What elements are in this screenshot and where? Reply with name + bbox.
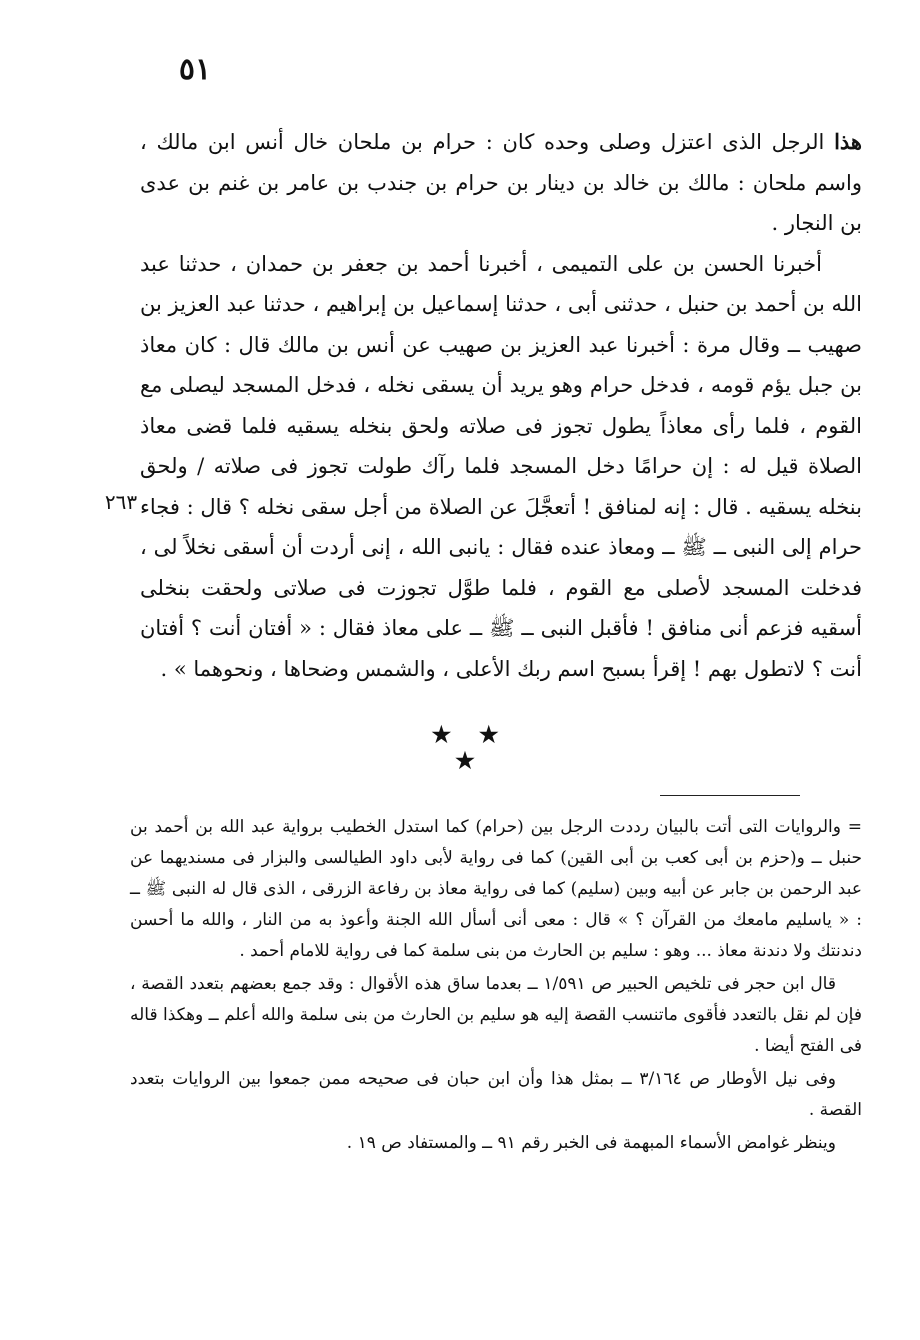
main-paragraph (140, 122, 862, 244)
paragraph-text: الرجل الذى اعتزل وصلى وحده كان : حرام بن ملحان خال أنس ابن مالك ، واسم ملحان : مالك بن خالد بن دينار بن حرام بن جندب بن عامر بن غنم بن عدى بن النجار . (140, 130, 862, 235)
footnotes-block (130, 812, 862, 1161)
footnote-divider (660, 795, 800, 796)
footnote-paragraph: = والروايات التى أتت بالبيان رددت الرجل بين (حرام) كما استدل الخطيب برواية عبد الله بن أحمد بن حنبل ــ و(حزم بن أبى كعب بن أبى القين) كما فى رواية لأبى داود الطيالسى والبزار فى مسنديهما عن عبد الرحمن بن جابر عن أبيه وبين (سليم) كما فى رواية معاذ بن رفاعة الزرقى ، الذى قال له النبى ﷺ ــ : « ياسليم مامعك من القرآن ؟ » قال : معى أنى أسأل الله الجنة وأعوذ به من النار ، والله ما أحسن دندنتك ولا دندنة معاذ ... وهو : سليم بن الحارث من بنى سلمة كما فى رواية للامام أحمد . (130, 817, 862, 961)
margin-page-reference: ٢٦٣ (104, 490, 138, 514)
footnote-paragraph: قال ابن حجر فى تلخيص الحبير ص ١/٥٩١ ــ بعدما ساق هذه الأقوال : وقد جمع بعضهم بتعدد القصة ، فإن لم نقل بالتعدد فأقوى ماتنسب القصة إليه هو سليم بن الحارث من بنى سلمة والله أعلم ــ وهكذا قاله فى الفتح أيضا . (130, 974, 862, 1056)
footnote-paragraph: وينظر غوامض الأسماء المبهمة فى الخبر رقم ٩١ ــ والمستفاد ص ١٩ . (346, 1133, 836, 1153)
main-text-block (140, 122, 862, 689)
footnote-paragraph: وفى نيل الأوطار ص ٣/١٦٤ ــ بمثل هذا وأن ابن حبان فى صحيحه ممن جمعوا بين الروايات بتعدد القصة . (130, 1069, 862, 1120)
page-number: ٥١ (178, 52, 212, 87)
section-separator: ★ ★ ★ (431, 722, 509, 774)
paragraph-lead-word: هذا (834, 129, 862, 154)
paragraph-text: أخبرنا الحسن بن على التميمى ، أخبرنا أحمد بن جعفر بن حمدان ، حدثنا عبد الله بن أحمد بن حنبل ، حدثنى أبى ، حدثنا إسماعيل بن إبراهيم ، حدثنا عبد العزيز بن صهيب ــ وقال مرة : أخبرنا عبد العزيز بن صهيب عن أنس بن مالك قال : كان معاذ بن جبل يؤم قومه ، فدخل حرام وهو يريد أن يسقى نخله ، فدخل المسجد ليصلى مع القوم ، فلما رأى معاذاً يطول تجوز فى صلاته ولحق بنخله يسقيه فلما قضى معاذ الصلاة قيل له : إن حرامًا دخل المسجد فلما رآك طولت تجوز فى صلاته / ولحق بنخله يسقيه . قال : إنه لمنافق ! أتعجَّلَ عن الصلاة من أجل سقى نخله ؟ قال : فجاء حرام إلى النبى ــ ﷺ ــ ومعاذ عنده فقال : يانبى الله ، إنى أردت أن أسقى نخلاً لى ، فدخلت المسجد لأصلى مع القوم ، فلما طوَّل تجوزت فى صلاتى ولحقت بنخلى أسقيه فزعم أنى منافق ! فأقبل النبى ــ ﷺ ــ على معاذ فقال : « أفتان أنت ؟ أفتان أنت ؟ لاتطول بهم ! إقرأ بسبح اسم ربك الأعلى ، والشمس وضحاها ، ونحوهما » . (140, 251, 862, 681)
main-paragraph (140, 244, 862, 690)
